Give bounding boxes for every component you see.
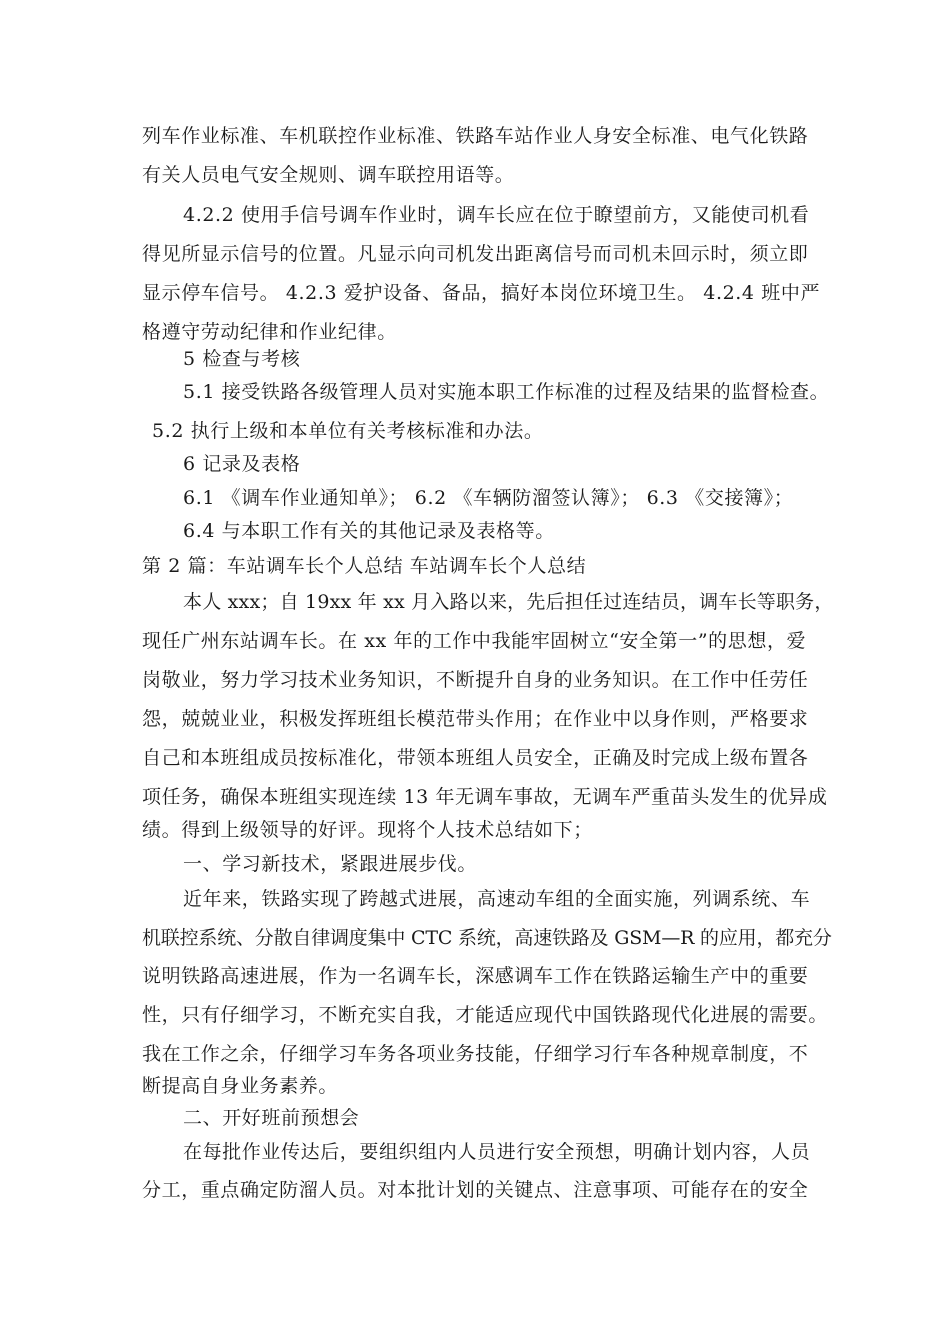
text-line: 近年来，铁路实现了跨越式进展，高速动车组的全面实施，列调系统、车 bbox=[183, 888, 811, 910]
text-line: 项任务，确保本班组实现连续 13 年无调车事故，无调车严重苗头发生的优异成 bbox=[142, 786, 828, 808]
text-line: 本人 xxx；自 19xx 年 xx 月入路以来，先后担任过连结员，调车长等职务， bbox=[183, 591, 834, 613]
text-line: 得见所显示信号的位置。凡显示向司机发出距离信号而司机未回示时，须立即 bbox=[142, 243, 809, 265]
text-line: 我在工作之余，仔细学习车务各项业务技能，仔细学习行车各种规章制度，不 bbox=[142, 1043, 809, 1065]
section-heading: 6 记录及表格 bbox=[183, 453, 301, 475]
text-line: 6.4 与本职工作有关的其他记录及表格等。 bbox=[183, 520, 555, 542]
text-line: 断提高自身业务素养。 bbox=[142, 1075, 339, 1097]
text-line: 5.1 接受铁路各级管理人员对实施本职工作标准的过程及结果的监督检查。 bbox=[183, 381, 830, 403]
section-heading: 5 检查与考核 bbox=[183, 348, 301, 370]
text-line: 4.2.2 使用手信号调车作业时，调车长应在位于瞭望前方，又能使司机看 bbox=[183, 204, 810, 226]
text-line: 显示停车信号。 4.2.3 爱护设备、备品，搞好本岗位环境卫生。 4.2.4 班中严 bbox=[142, 282, 821, 304]
section-heading: 二、开好班前预想会 bbox=[183, 1107, 360, 1129]
text-line: 现任广州东站调车长。在 xx 年的工作中我能牢固树立“安全第一”的思想，爱 bbox=[142, 630, 807, 652]
article-title: 第 2 篇：车站调车长个人总结 车站调车长个人总结 bbox=[142, 555, 587, 577]
text-line: 岗敬业，努力学习技术业务知识，不断提升自身的业务知识。在工作中任劳任 bbox=[142, 669, 809, 691]
text-line: 在每批作业传达后，要组织组内人员进行安全预想，明确计划内容，人员 bbox=[183, 1141, 811, 1163]
text-line: 格遵守劳动纪律和作业纪律。 bbox=[142, 321, 397, 343]
text-line: 怨，兢兢业业，积极发挥班组长模范带头作用；在作业中以身作则，严格要求 bbox=[142, 708, 809, 730]
text-line: 6.1 《调车作业通知单》； 6.2 《车辆防溜签认簿》； 6.3 《交接簿》； bbox=[183, 487, 794, 509]
text-line: 分工，重点确定防溜人员。对本批计划的关键点、注意事项、可能存在的安全 bbox=[142, 1179, 809, 1201]
text-line: 自己和本班组成员按标准化，带领本班组人员安全，正确及时完成上级布置各 bbox=[142, 747, 809, 769]
text-line: 绩。得到上级领导的好评。现将个人技术总结如下； bbox=[142, 819, 593, 841]
text-line: 机联控系统、分散自律调度集中 CTC 系统，高速铁路及 GSM—R 的应用，都充分 bbox=[142, 927, 832, 949]
text-line: 5.2 执行上级和本单位有关考核标准和办法。 bbox=[152, 420, 544, 442]
text-line: 说明铁路高速进展，作为一名调车长，深感调车工作在铁路运输生产中的重要 bbox=[142, 965, 809, 987]
text-line: 列车作业标准、车机联控作业标准、铁路车站作业人身安全标准、电气化铁路 bbox=[142, 125, 809, 147]
text-line: 性，只有仔细学习，不断充实自我，才能适应现代中国铁路现代化进展的需要。 bbox=[142, 1004, 829, 1026]
section-heading: 一、学习新技术，紧跟进展步伐。 bbox=[183, 853, 478, 875]
text-line: 有关人员电气安全规则、调车联控用语等。 bbox=[142, 164, 515, 186]
